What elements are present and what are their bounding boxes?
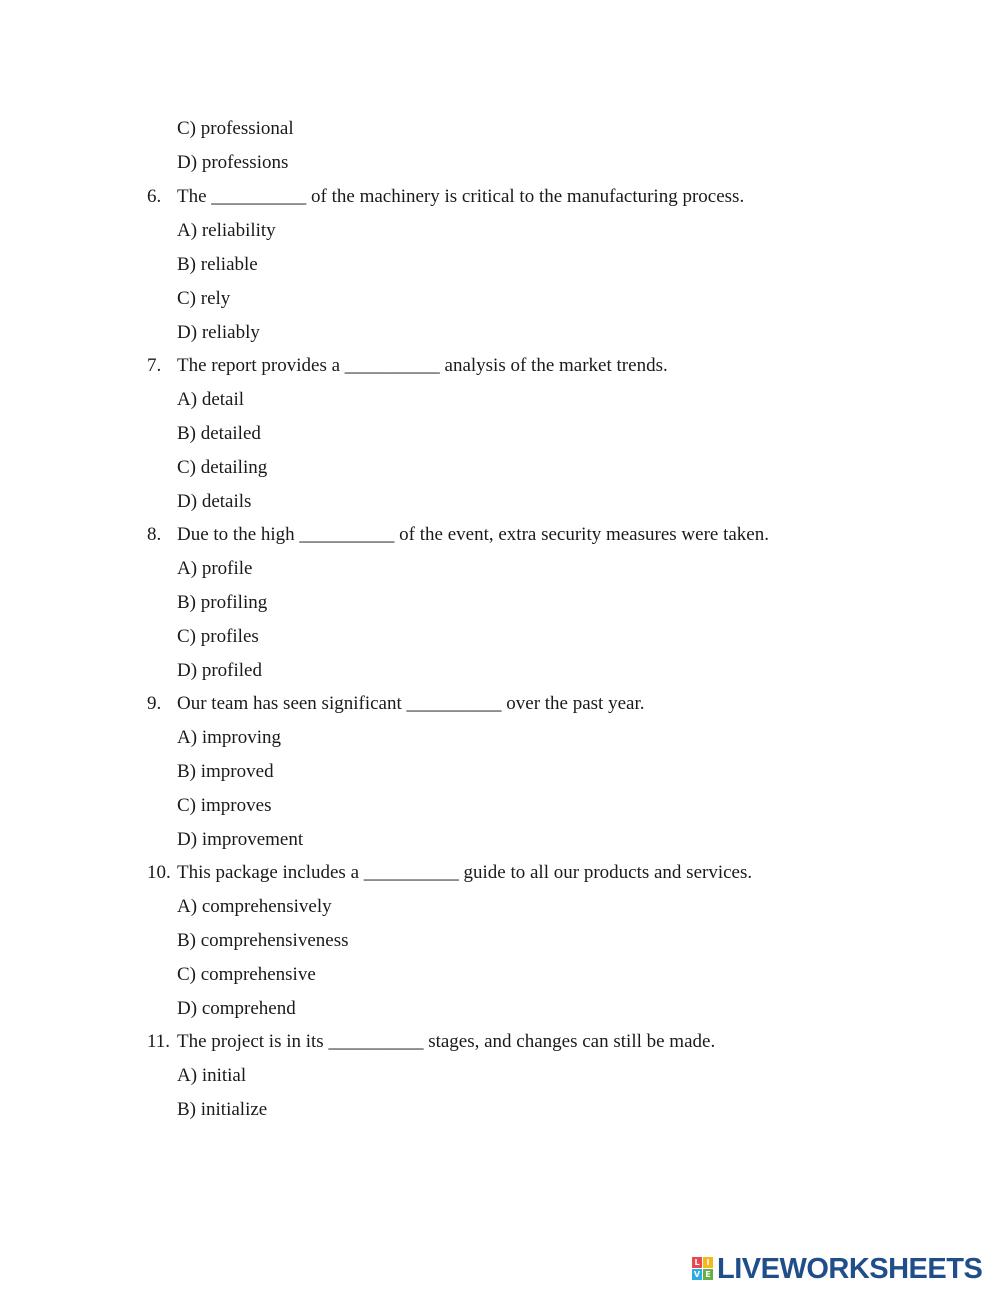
option-letter: B) [177, 423, 196, 444]
option-item [177, 287, 230, 311]
option-letter: B) [177, 761, 196, 782]
option-letter: A) [177, 1065, 198, 1086]
option-item [177, 1098, 267, 1122]
option-letter: D) [177, 829, 198, 850]
logo-text: LIVEWORKSHEETS [717, 1253, 983, 1285]
option-item [177, 794, 271, 818]
option-text: initialize [200, 1099, 268, 1120]
logo-mark-e: E [703, 1269, 713, 1280]
option-item [177, 117, 294, 141]
option-letter: D) [177, 491, 198, 512]
logo-mark-l: L [692, 1257, 702, 1268]
option-letter: A) [177, 727, 198, 748]
option-item [177, 828, 303, 852]
option-text: professional [200, 118, 294, 139]
option-item [177, 929, 348, 953]
option-letter: C) [177, 964, 196, 985]
option-item [177, 659, 262, 683]
option-letter: A) [177, 558, 198, 579]
option-letter: B) [177, 930, 196, 951]
option-text: comprehensively [201, 896, 332, 917]
option-text: comprehensive [200, 964, 316, 985]
option-text: rely [200, 288, 231, 309]
option-item [177, 422, 261, 446]
option-item [177, 963, 316, 987]
question-number: 11. [147, 1031, 171, 1052]
option-text: improving [201, 727, 281, 748]
option-item [177, 591, 267, 615]
option-letter: A) [177, 389, 198, 410]
question-text: The __________ of the machinery is critical to the manufacturing process. [177, 186, 745, 207]
option-text: detailing [200, 457, 268, 478]
question-text: The project is in its __________ stages, and changes can still be made. [177, 1031, 716, 1052]
question-number: 7. [147, 355, 162, 376]
question-text: Due to the high __________ of the event, extra security measures were taken. [177, 524, 769, 545]
option-letter: A) [177, 896, 198, 917]
question-number: 9. [147, 693, 162, 714]
option-letter: B) [177, 1099, 196, 1120]
option-letter: B) [177, 254, 196, 275]
option-item [177, 557, 252, 581]
option-text: reliably [201, 322, 260, 343]
option-text: profiles [200, 626, 259, 647]
option-item [177, 1064, 246, 1088]
option-letter: C) [177, 795, 196, 816]
option-letter: C) [177, 626, 196, 647]
option-text: improvement [201, 829, 304, 850]
option-letter: D) [177, 322, 198, 343]
option-item [177, 151, 288, 175]
option-text: detail [201, 389, 245, 410]
option-letter: D) [177, 998, 198, 1019]
option-item [177, 490, 251, 514]
option-text: reliable [200, 254, 258, 275]
option-text: improves [200, 795, 272, 816]
option-text: profiled [201, 660, 262, 681]
question-number: 8. [147, 524, 162, 545]
option-item [177, 388, 244, 412]
question-text: This package includes a __________ guide to all our products and services. [177, 862, 753, 883]
option-item [177, 997, 296, 1021]
logo-mark-icon [692, 1257, 714, 1281]
option-item [177, 726, 281, 750]
option-item [177, 456, 267, 480]
option-letter: A) [177, 220, 198, 241]
option-item [177, 253, 258, 277]
option-text: improved [200, 761, 274, 782]
liveworksheets-logo [692, 1254, 982, 1284]
option-letter: D) [177, 660, 198, 681]
option-item [177, 625, 259, 649]
option-letter: D) [177, 152, 198, 173]
option-item [177, 895, 332, 919]
option-text: reliability [201, 220, 276, 241]
option-item [177, 219, 276, 243]
option-text: profile [201, 558, 253, 579]
logo-mark-i: I [703, 1257, 713, 1268]
option-text: detailed [200, 423, 261, 444]
question-text: The report provides a __________ analysis of the market trends. [177, 355, 668, 376]
option-text: comprehend [201, 998, 296, 1019]
option-text: comprehensiveness [200, 930, 349, 951]
question-text: Our team has seen significant __________ over the past year. [177, 693, 645, 714]
option-text: initial [201, 1065, 247, 1086]
option-letter: B) [177, 592, 196, 613]
question-number: 6. [147, 186, 162, 207]
option-item [177, 760, 274, 784]
option-text: professions [201, 152, 289, 173]
option-text: details [201, 491, 252, 512]
option-item [177, 321, 260, 345]
option-letter: C) [177, 457, 196, 478]
option-letter: C) [177, 118, 196, 139]
logo-mark-v: V [693, 1270, 701, 1279]
question-number: 10. [147, 862, 171, 883]
option-letter: C) [177, 288, 196, 309]
option-text: profiling [200, 592, 268, 613]
